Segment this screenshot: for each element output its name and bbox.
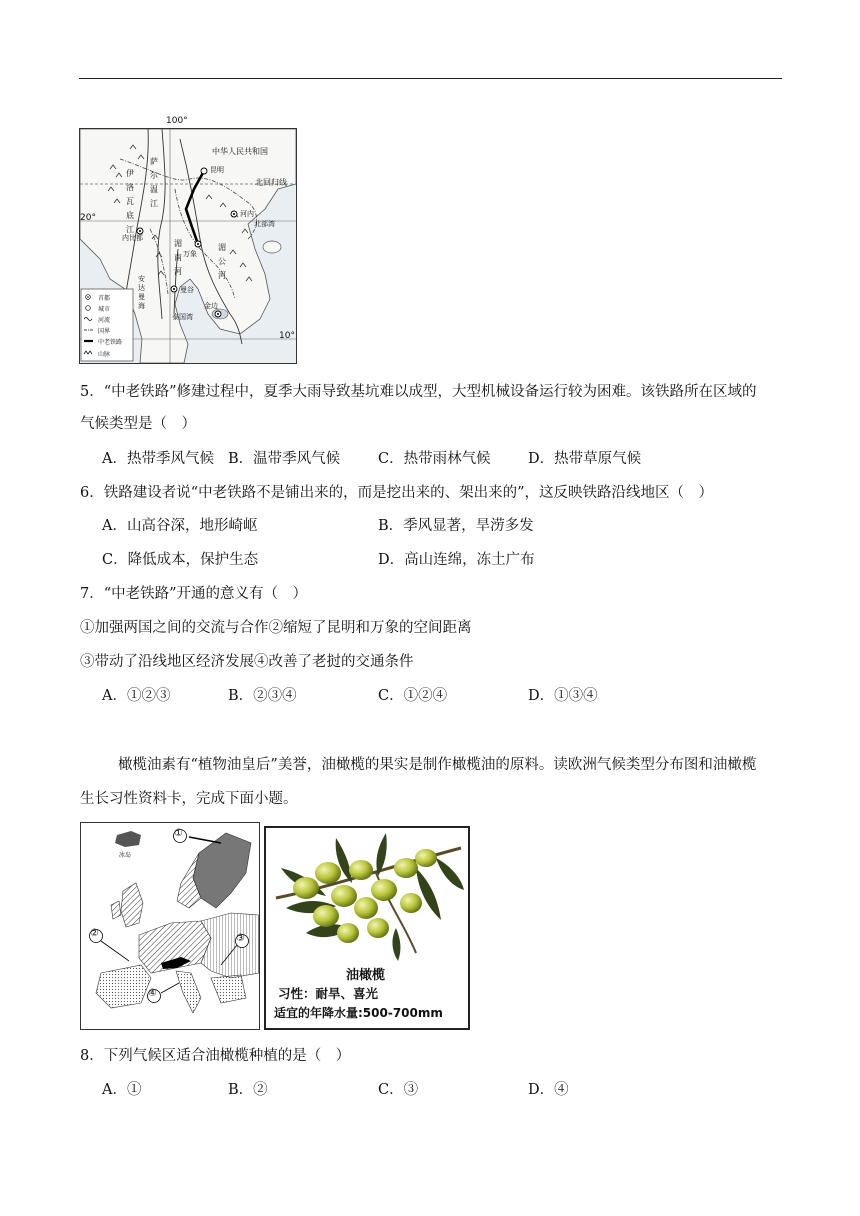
olive-card-habit: 习性：耐旱、喜光	[278, 986, 379, 1001]
lat-10-label: 10°	[279, 331, 295, 341]
bangkok-label: 曼谷	[180, 286, 194, 294]
q7-option-b[interactable]: B．②③④	[228, 688, 297, 704]
hanoi-label: 河内	[240, 210, 254, 218]
olive-info-card	[264, 826, 470, 1030]
tropic-label: 北回归线	[255, 178, 287, 187]
map2-mark-2: ②	[90, 928, 99, 939]
q6-option-d[interactable]: D．高山连绵，冻土广布	[378, 552, 535, 568]
q5-option-b[interactable]: B．温带季风气候	[228, 451, 341, 467]
gulf-thailand-label: 泰国湾	[172, 313, 193, 321]
legend-river: 河流	[98, 317, 111, 324]
olive-card-rainfall: 适宜的年降水量:500-700mm	[274, 1006, 443, 1020]
q5-stem-line2: 气候类型是（ ）	[80, 416, 196, 432]
header-rule	[79, 78, 782, 79]
q8-option-a[interactable]: A．①	[102, 1082, 142, 1098]
legend-capital: 首都	[98, 295, 111, 302]
vientiane-label: 万象	[183, 250, 197, 258]
legend-railway: 中老铁路	[98, 339, 123, 346]
iceland-label: 冰岛	[119, 852, 132, 859]
europe-climate-map	[80, 822, 260, 1030]
q8-option-b[interactable]: B．②	[228, 1082, 268, 1098]
q5-stem-line1: 5．“中老铁路”修建过程中，夏季大雨导致基坑难以成型，大型机械设备运行较为困难。该铁路所在区域的	[80, 384, 757, 400]
olive-card-title: 油橄榄	[346, 968, 386, 983]
mekong-label: 湄公河	[218, 243, 226, 280]
q7-option-c[interactable]: C．①②④	[378, 688, 448, 704]
salween-label: 萨尔温江	[150, 157, 158, 208]
china-label: 中华人民共和国	[212, 147, 268, 156]
passage-line2: 生长习性资料卡，完成下面小题。	[80, 791, 298, 807]
olive-branch-illustration	[266, 828, 468, 962]
legend-city: 城市	[98, 306, 111, 313]
q7-stem: 7．“中老铁路”开通的意义有（ ）	[80, 586, 308, 602]
q5-option-c[interactable]: C．热带雨林气候	[378, 451, 491, 467]
irrawaddy-label: 伊洛瓦底江	[126, 169, 134, 234]
q8-option-d[interactable]: D．④	[528, 1082, 569, 1098]
lat-20-label: 20°	[80, 213, 96, 223]
map1-drawing	[80, 129, 296, 363]
map2-mark-1: ①	[174, 828, 183, 839]
legend-border: 国界	[98, 328, 111, 335]
map1-longitude-label: 100°	[166, 116, 188, 126]
phnom-penh-label: 金边	[204, 302, 218, 310]
q5-option-a[interactable]: A．热带季风气候	[102, 451, 214, 467]
passage-line1: 橄榄油素有“植物油皇后”美誉，油橄榄的果实是制作橄榄油的原料。读欧洲气候类型分布图和油橄榄	[118, 757, 757, 773]
china-laos-railway-map	[79, 128, 297, 364]
q8-stem: 8．下列气候区适合油橄榄种植的是（ ）	[80, 1048, 351, 1064]
beibu-gulf-label: 北部湾	[254, 220, 275, 228]
q6-option-a[interactable]: A．山高谷深，地形崎岖	[102, 518, 258, 534]
kunming-label: 昆明	[210, 166, 224, 174]
naypyidaw-label: 内比都	[122, 234, 143, 242]
map2-mark-3: ③	[236, 933, 245, 944]
q6-option-b[interactable]: B．季风显著，旱涝多发	[378, 518, 534, 534]
q7-statement-1-2: ①加强两国之间的交流与合作②缩短了昆明和万象的空间距离	[80, 620, 472, 636]
q5-option-d[interactable]: D．热带草原气候	[528, 451, 642, 467]
map2-mark-4: ④	[148, 988, 157, 999]
q7-statement-3-4: ③带动了沿线地区经济发展④改善了老挝的交通条件	[80, 654, 414, 670]
menam-label: 湄南河	[174, 239, 182, 276]
andaman-label: 安达曼海	[138, 275, 145, 310]
q8-option-c[interactable]: C．③	[378, 1082, 419, 1098]
legend-mountain: 山脉	[98, 351, 111, 358]
q6-stem: 6．铁路建设者说“中老铁路不是铺出来的，而是挖出来的、架出来的”，这反映铁路沿线地区（ ）	[80, 485, 714, 501]
map2-drawing	[81, 823, 259, 1029]
q7-option-a[interactable]: A．①②③	[102, 688, 171, 704]
q6-option-c[interactable]: C．降低成本，保护生态	[102, 552, 259, 568]
q7-option-d[interactable]: D．①③④	[528, 688, 598, 704]
